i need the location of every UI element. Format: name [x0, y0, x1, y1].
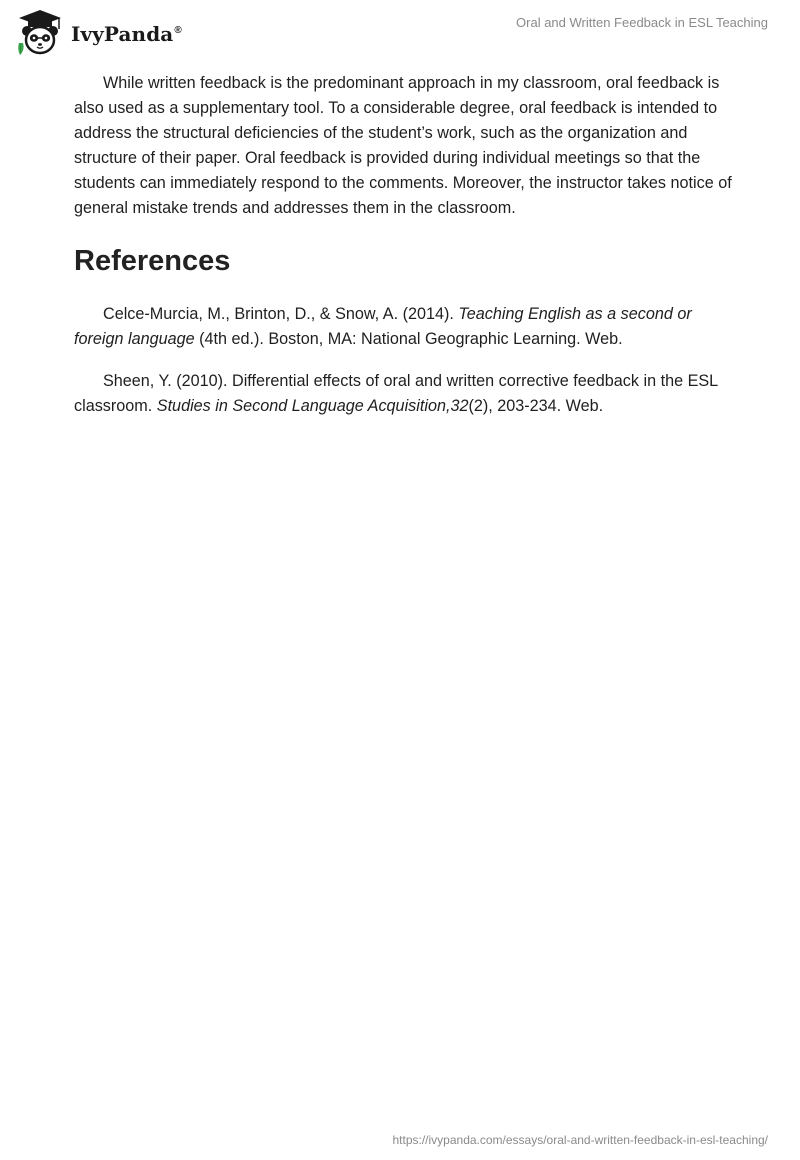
references-heading: References — [74, 245, 231, 277]
reference-authors: Celce-Murcia, M., Brinton, D., & Snow, A. (2014). — [103, 305, 459, 323]
registered-mark: ® — [174, 25, 182, 37]
source-url-link[interactable]: https://ivypanda.com/essays/oral-and-written-feedback-in-esl-teaching/ — [392, 1133, 768, 1147]
page-content — [74, 71, 734, 436]
reference-publication: (4th ed.). Boston, MA: National Geographic Learning. Web. — [194, 330, 623, 348]
reference-pages: (2), 203-234. Web. — [468, 397, 604, 415]
page-header — [0, 0, 800, 60]
body-paragraph: While written feedback is the predominant approach in my classroom, oral feedback is also used as a supplementary tool. To a considerable degree, oral feedback is intended to address the structural deficiencies of the student’s work, such as the organization and structure of their paper. Oral feedback is provided during individual meetings so that the students can immediately respond to the comments. Moreover, the instructor takes notice of general mistake trends and addresses them in the classroom. — [74, 74, 732, 217]
reference-item — [74, 302, 734, 352]
document-title: Oral and Written Feedback in ESL Teaching — [516, 15, 768, 30]
reference-authors: Sheen, Y. (2010). Differential effects of oral and written corrective feedback in the ESL classroom. — [74, 372, 718, 415]
reference-journal: Studies in Second Language Acquisition,32 — [156, 397, 469, 415]
logo-wordmark: IvyPanda® — [71, 22, 182, 46]
reference-title: Teaching English as a second or foreign language — [74, 305, 692, 348]
ivypanda-logo[interactable] — [15, 9, 182, 57]
panda-logo-icon — [15, 9, 65, 57]
reference-item — [74, 369, 734, 419]
